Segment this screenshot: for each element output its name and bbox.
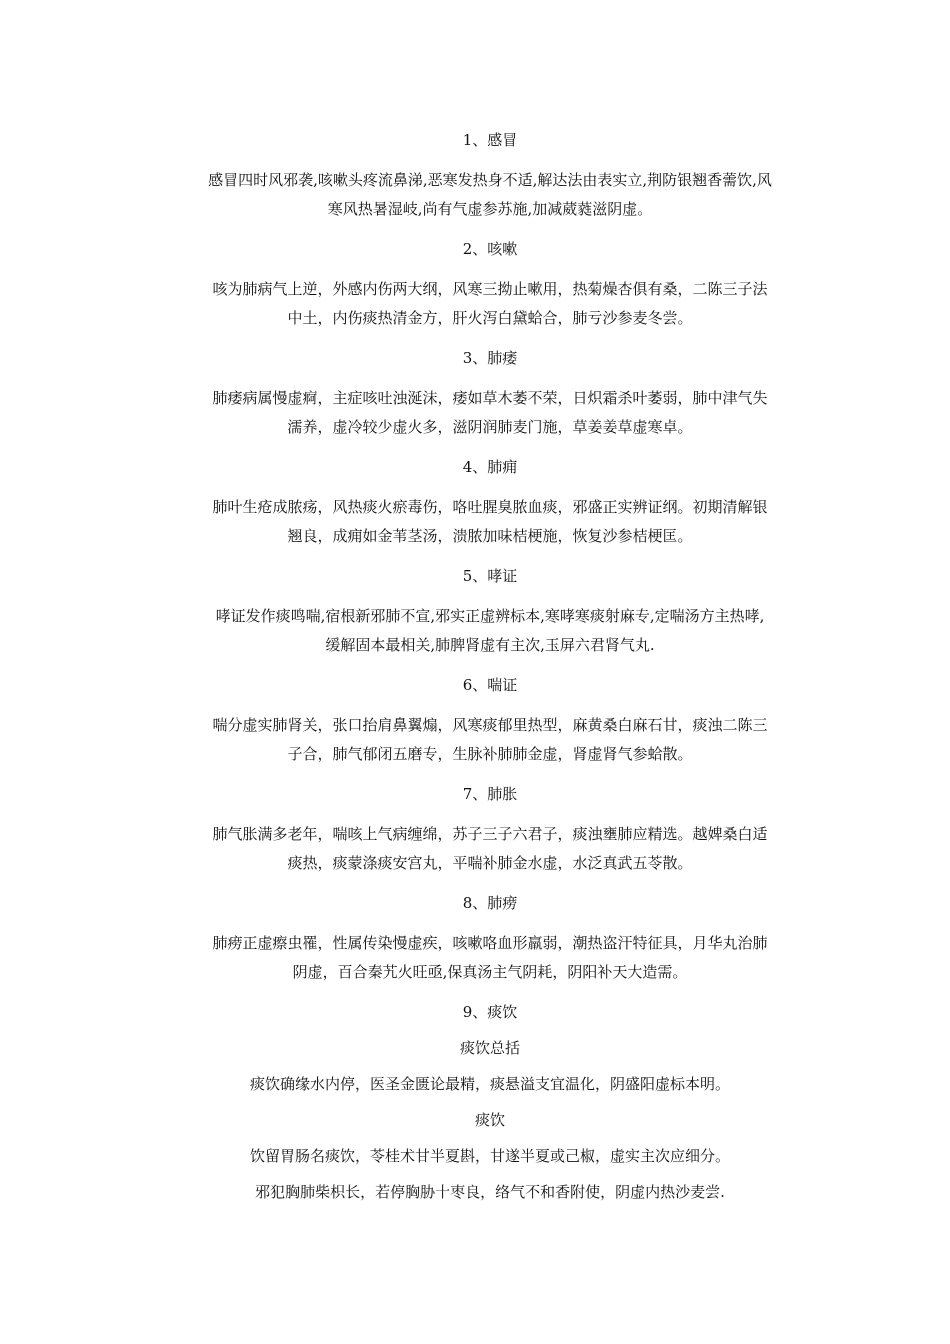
verse-line: 肺叶生疮成脓疡，风热痰火瘀毒伤，咯吐腥臭脓血痰，邪盛正实辨证纲。初期清解银 xyxy=(212,498,768,516)
section-heading: 4、肺痈 xyxy=(462,458,518,476)
verse-line: 肺气胀满多老年，喘咳上气病缠绵，苏子三子六君子，痰浊壅肺应精选。越婢桑白适 xyxy=(212,825,768,843)
document-content xyxy=(168,130,812,1218)
verse-line: 子合，肺气郁闭五磨专，生脉补肺肺金虚，肾虚肾气参蛤散。 xyxy=(287,745,693,763)
verse-line: 翘良，成痈如金苇茎汤，溃脓加味桔梗施，恢复沙参桔梗匡。 xyxy=(287,527,693,545)
verse-line: 痰饮确缘水内停，医圣金匮论最精，痰悬溢支宜温化，阴盛阳虚标本明。 xyxy=(249,1075,730,1093)
verse-line: 寒风热暑湿岐,尚有气虚参苏施,加减葳蕤滋阴虚。 xyxy=(327,200,653,218)
verse-line: 肺痿病属慢虚痾，主症咳吐浊涎沫，痿如草木萎不荣，日炽霜杀叶萎弱，肺中津气失 xyxy=(212,389,768,407)
verse-line: 痰热，痰蒙涤痰安宫丸，平喘补肺金水虚，水泛真武五苓散。 xyxy=(287,854,693,872)
section-heading: 9、痰饮 xyxy=(462,1003,518,1021)
section-tuberculosis xyxy=(168,893,812,987)
section-verse xyxy=(168,493,812,551)
section-heading: 2、咳嗽 xyxy=(462,240,518,258)
section-verse xyxy=(168,711,812,769)
section-dyspnea xyxy=(168,675,812,769)
section-phlegm-fluid xyxy=(168,1002,812,1202)
verse-line: 阴虚，百合秦艽火旺亟,保真汤主气阴耗，阴阳补天大造需。 xyxy=(292,963,688,981)
section-heading: 8、肺痨 xyxy=(462,894,518,912)
section-verse xyxy=(168,166,812,224)
section-verse xyxy=(168,929,812,987)
verse-line: 喘分虚实肺肾关，张口抬肩鼻翼煽，风寒痰郁里热型，麻黄桑白麻石甘，痰浊二陈三 xyxy=(212,716,768,734)
verse-line: 咳为肺病气上逆，外感内伤两大纲，风寒三拗止嗽用，热菊燥杏俱有桑，二陈三子法 xyxy=(212,280,768,298)
verse-line: 感冒四时风邪袭,咳嗽头疼流鼻涕,恶寒发热身不适,解达法由表实立,荆防银翘香薷饮,风 xyxy=(208,171,772,189)
section-lung-atrophy xyxy=(168,348,812,442)
verse-line: 肺痨正虚瘵虫罹，性属传染慢虚疾，咳嗽咯血形羸弱，潮热盗汗特征具，月华丸治肺 xyxy=(212,934,768,952)
verse-line: 哮证发作痰鸣喘,宿根新邪肺不宣,邪实正虚辨标本,寒哮寒痰射麻专,定喘汤方主热哮, xyxy=(215,607,765,625)
section-heading: 6、喘证 xyxy=(462,676,518,694)
section-wheezing xyxy=(168,566,812,660)
verse-line: 缓解固本最相关,肺脾肾虚有主次,玉屏六君肾气丸. xyxy=(325,636,655,654)
section-heading: 1、感冒 xyxy=(462,131,518,149)
section-lung-distension xyxy=(168,784,812,878)
section-verse xyxy=(168,275,812,333)
section-lung-abscess xyxy=(168,457,812,551)
subsection-heading: 痰饮总括 xyxy=(459,1039,520,1057)
section-cough xyxy=(168,239,812,333)
section-verse xyxy=(168,602,812,660)
section-heading: 5、哮证 xyxy=(462,567,518,585)
verse-line: 邪犯胸肺柴枳长，若停胸胁十枣良，络气不和香附使，阴虚内热沙麦尝. xyxy=(255,1183,725,1201)
section-verse xyxy=(168,820,812,878)
section-heading: 3、肺痿 xyxy=(462,349,518,367)
section-cold xyxy=(168,130,812,224)
verse-line: 中土，内伤痰热清金方，肝火泻白黛蛤合，肺亏沙参麦冬尝。 xyxy=(287,309,693,327)
verse-line: 饮留胃肠名痰饮，苓桂术甘半夏斟，甘遂半夏或己椒，虚实主次应细分。 xyxy=(249,1147,730,1165)
section-heading: 7、肺胀 xyxy=(462,785,518,803)
verse-line: 濡养，虚冷较少虚火多，滋阴润肺麦门施，草姜姜草虚寒卓。 xyxy=(287,418,693,436)
subsection-heading: 痰饮 xyxy=(474,1111,505,1129)
section-verse xyxy=(168,384,812,442)
